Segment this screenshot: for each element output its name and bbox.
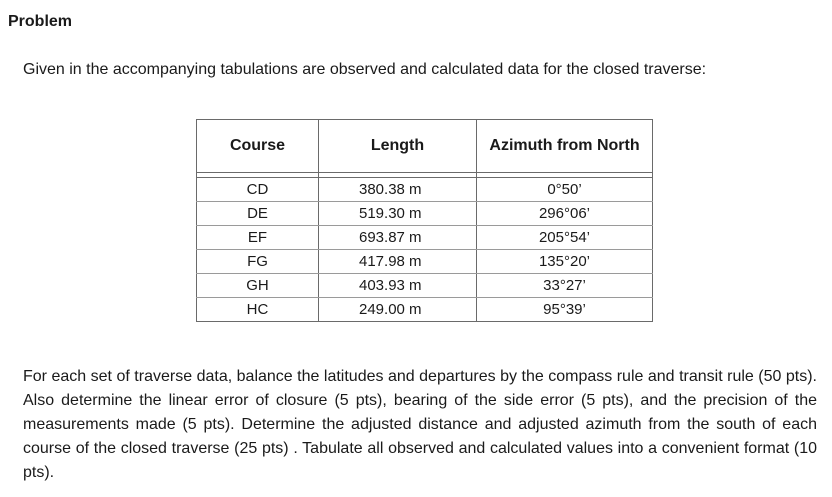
course-cell: GH	[197, 274, 319, 298]
azimuth-cell: 33°27’	[477, 274, 653, 298]
table-row	[197, 226, 653, 250]
azimuth-cell: 95°39’	[477, 298, 653, 322]
table-header-row	[197, 120, 653, 173]
table-row	[197, 298, 653, 322]
length-cell: 417.98 m	[319, 250, 477, 274]
length-cell: 249.00 m	[319, 298, 477, 322]
course-cell: DE	[197, 202, 319, 226]
header-length: Length	[319, 120, 477, 173]
length-cell: 403.93 m	[319, 274, 477, 298]
length-cell: 693.87 m	[319, 226, 477, 250]
header-azimuth: Azimuth from North	[477, 120, 653, 173]
table-row	[197, 250, 653, 274]
traverse-table	[196, 119, 653, 322]
length-cell: 380.38 m	[319, 178, 477, 202]
azimuth-cell: 296°06’	[477, 202, 653, 226]
azimuth-cell: 135°20’	[477, 250, 653, 274]
table-row	[197, 274, 653, 298]
problem-heading: Problem	[8, 13, 73, 30]
table-row	[197, 202, 653, 226]
azimuth-cell: 0°50’	[477, 178, 653, 202]
azimuth-cell: 205°54’	[477, 226, 653, 250]
course-cell: EF	[197, 226, 319, 250]
course-cell: FG	[197, 250, 319, 274]
table-row	[197, 178, 653, 202]
intro-text: Given in the accompanying tabulations are observed and calculated data for the closed traverse:	[23, 61, 707, 78]
course-cell: CD	[197, 178, 319, 202]
instructions-text: For each set of traverse data, balance the latitudes and departures by the compass rule and transit rule (50 pts). Also determine the linear error of closure (5 pts), bearing of the side error (5 pts), and the precision of the measurements made (5 pts). Determine the adjusted distance and adjusted azimuth from the south of each course of the closed traverse (25 pts) . Tabulate all observed and calculated values into a convenient format (10 pts).	[23, 368, 817, 481]
header-course: Course	[197, 120, 319, 173]
length-cell: 519.30 m	[319, 202, 477, 226]
course-cell: HC	[197, 298, 319, 322]
